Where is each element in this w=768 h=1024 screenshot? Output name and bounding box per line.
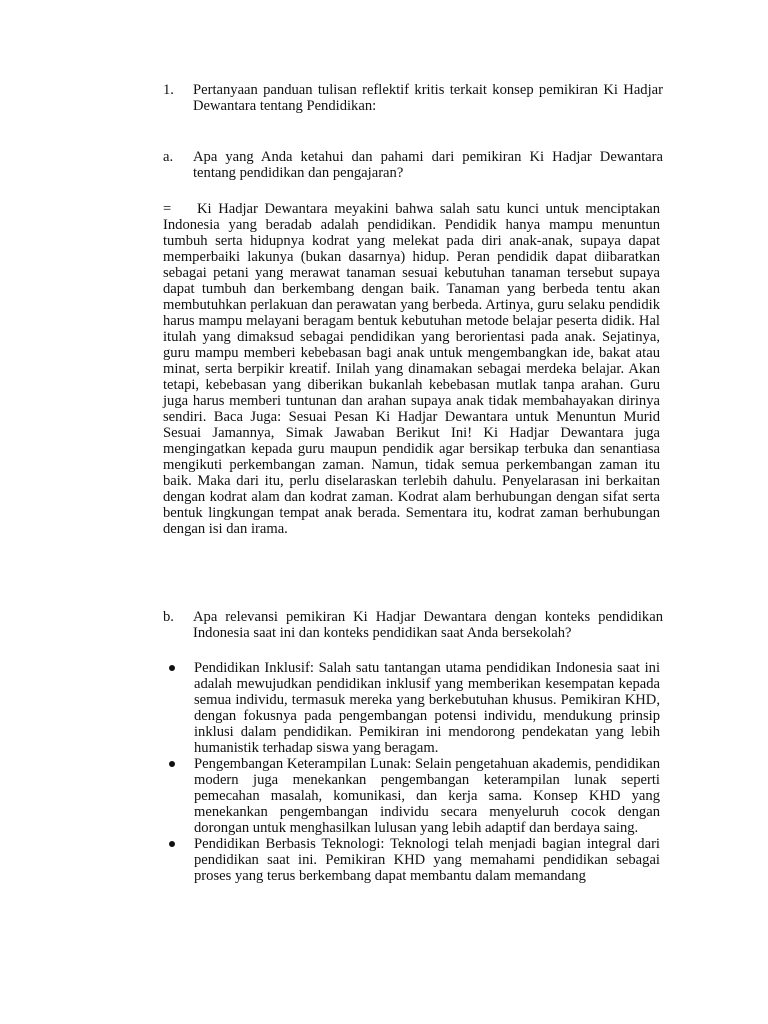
question-1-number: 1. (163, 82, 174, 98)
bullet-text: Pendidikan Berbasis Teknologi: Teknologi telah menjadi bagian integral dari pendidikan saat ini. Pemikiran KHD yang memahami pendidikan sebagai proses yang terus berkembang dapat membantu dalam memandang (194, 836, 660, 884)
bullet-item (163, 836, 660, 884)
bullet-dot-icon (169, 841, 175, 847)
bullet-text: Pendidikan Inklusif: Salah satu tantangan utama pendidikan Indonesia saat ini adalah mewujudkan pendidikan inklusif yang memberikan kesempatan kepada semua individu, termasuk mereka yang berkebutuhan khusus. Pemikiran KHD, dengan fokusnya pada pengembangan potensi individu, mendukung prinsip inklusi dalam pendidikan. Pemikiran ini mendorong pendekatan yang lebih humanistik terhadap siswa yang beragam. (194, 660, 660, 756)
bullet-item (163, 756, 660, 836)
bullet-dot-icon (169, 665, 175, 671)
question-1 (163, 82, 663, 114)
answer-a-marker: = (163, 201, 172, 217)
bullet-dot-icon (169, 761, 175, 767)
sub-question-b (163, 609, 663, 641)
sub-question-b-marker: b. (163, 609, 174, 625)
bullet-text: Pengembangan Keterampilan Lunak: Selain pengetahuan akademis, pendidikan modern juga menekankan pengembangan keterampilan lunak seperti pemecahan masalah, komunikasi, dan kerja sama. Konsep KHD yang menekankan pengembangan individu secara menyeluruh cocok dengan dorongan untuk menghasilkan lulusan yang lebih adaptif dan berdaya saing. (194, 756, 660, 836)
answer-b-bullet-list (163, 660, 660, 884)
sub-question-a (163, 149, 663, 181)
sub-question-a-text: Apa yang Anda ketahui dan pahami dari pemikiran Ki Hadjar Dewantara tentang pendidikan dan pengajaran? (193, 149, 663, 181)
sub-question-b-text: Apa relevansi pemikiran Ki Hadjar Dewantara dengan konteks pendidikan Indonesia saat ini dan konteks pendidikan saat Anda bersekolah? (193, 609, 663, 641)
answer-a-text: Ki Hadjar Dewantara meyakini bahwa salah satu kunci untuk menciptakan Indonesia yang beradab adalah pendidikan. Pendidik hanya mampu menuntun tumbuh serta hidupnya kodrat yang melekat pada diri anak-anak, supaya dapat memperbaiki lakunya (bukan dasarnya) hidup. Peran pendidik dapat diibaratkan sebagai petani yang merawat tanaman sesuai kebutuhan tanaman tersebut supaya dapat tumbuh dan berkembang dengan baik. Tanaman yang berbeda tentu akan membutuhkan perlakuan dan perawatan yang berbeda. Artinya, guru selaku pendidik harus mampu melayani beragam bentuk kebutuhan metode belajar peserta didik. Hal itulah yang dimaksud sebagai pendidikan yang berorientasi pada anak. Sejatinya, guru mampu memberi kebebasan bagi anak untuk mengembangkan ide, bakat atau minat, serta berpikir kreatif. Inilah yang dinamakan sebagai merdeka belajar. Akan tetapi, kebebasan yang diberikan bukanlah kebebasan mutlak tanpa arahan. Guru juga harus memberi tuntunan dan arahan supaya anak tidak membahayakan dirinya sendiri. Baca Juga: Sesuai Pesan Ki Hadjar Dewantara untuk Menuntun Murid Sesuai Jamannya, Simak Jawaban Berikut Ini! Ki Hadjar Dewantara juga mengingatkan kepada guru maupun pendidik agar bersikap terbuka dan senantiasa mengikuti perkembangan zaman. Namun, tidak semua perkembangan zaman itu baik. Maka dari itu, perlu diselaraskan terlebih dahulu. Penyelarasan ini berkaitan dengan kodrat alam dan kodrat zaman. Kodrat alam berhubungan dengan sifat serta bentuk lingkungan tempat anak berada. Sementara itu, kodrat zaman berhubungan dengan isi dan irama. (163, 201, 660, 537)
bullet-item (163, 660, 660, 756)
answer-a (163, 201, 660, 537)
sub-question-a-marker: a. (163, 149, 174, 165)
question-1-text: Pertanyaan panduan tulisan reflektif kritis terkait konsep pemikiran Ki Hadjar Dewantara tentang Pendidikan: (193, 82, 663, 114)
